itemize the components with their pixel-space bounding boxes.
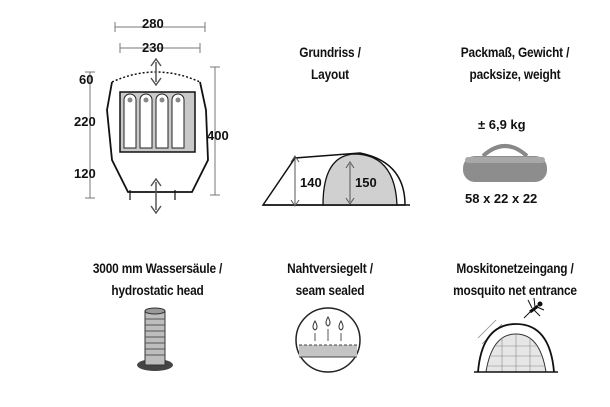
seam-graphic	[293, 305, 363, 375]
layout-title: Grundriss / Layout	[299, 45, 361, 82]
water-column-icon	[130, 303, 180, 373]
layout-diagram	[255, 150, 415, 210]
inner-length-label: 220	[74, 114, 96, 129]
hydrostatic-title: 3000 mm Wassersäule / hydrostatic head	[92, 261, 223, 298]
weight-label: ± 6,9 kg	[478, 117, 526, 132]
pack-bag-graphic	[455, 140, 555, 184]
seam-sealed-icon	[293, 305, 363, 375]
width-outer-label: 280	[142, 16, 164, 31]
mosquito-net-title: Moskitonetzeingang / mosquito net entrance	[453, 261, 577, 298]
total-length-label: 400	[207, 128, 229, 143]
width-inner-label: 230	[142, 40, 164, 55]
seam-sealed-title: Nahtversiegelt / seam sealed	[287, 261, 373, 298]
duffel-bag-icon	[455, 140, 555, 184]
tent-side-profile	[255, 150, 415, 210]
mosquito-icon	[524, 298, 544, 318]
entrance-label: 120	[74, 166, 96, 181]
mosquito-graphic	[470, 298, 560, 378]
pack-size-label: 58 x 22 x 22	[465, 191, 538, 206]
height-inner-label: 140	[300, 175, 322, 190]
mosquito-net-icon	[470, 298, 560, 378]
water-column-graphic	[130, 303, 180, 373]
vestibule-label: 60	[79, 72, 94, 87]
floorplan-diagram	[60, 10, 260, 220]
height-outer-label: 150	[355, 175, 377, 190]
packsize-title: Packmaß, Gewicht / packsize, weight	[460, 45, 570, 82]
